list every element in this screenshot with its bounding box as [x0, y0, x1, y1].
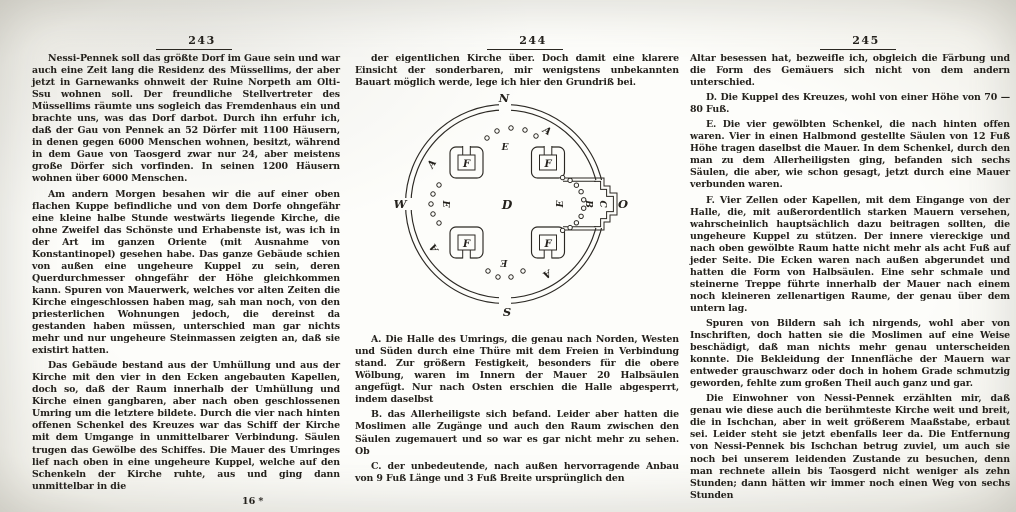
- columns-west: [429, 183, 441, 225]
- compass-west-label: W: [393, 197, 407, 212]
- paragraph: Spuren von Bildern sah ich nirgends, wohl aber von Inschriften, doch hatten sie die Moslimen auf eine Weise beschädigt, daß man nichts mehr genau unterscheiden konnte. Die Bekleidung der Innenfläche der Mauern war entweder grauschwarz oder doch in hohem Grade schmutzig geworden, fehlte zum großen Theil auch ganz und gar.: [690, 317, 1010, 390]
- page-number-header: [355, 34, 679, 50]
- hall-label: A: [540, 267, 553, 281]
- legend-paragraph-c: C. der unbedeutende, nach außen hervorragende Anbau von 9 Fuß Länge und 3 Fuß Breite ursprünglich den: [355, 460, 679, 484]
- hall-label: A: [425, 158, 440, 171]
- compass-south-label: S: [502, 305, 512, 320]
- columns-north: [485, 126, 538, 140]
- paragraph: Nessi-Pennek soll das größte Dorf im Gaue sein und war auch eine Zeit lang die Residenz des Müssellims, der aber jetzt in Garnewanks ohnweit der Ruine Norpeth am Olti-Ssu wohnen soll. Der freundliche Stellvertreter des Müssellims räumte uns sogleich das Fremdenhaus ein und brachte uns, was das Dorf darbot. Durch ihn erfuhr ich, daß der Gau von Pennek an 52 Dörfer mit 1100 Häusern, in denen gegen 6000 Menschen wohnen, besitzt, während in dem Gaue von Taosgerd zwar nur 24, aber meistens große Dörfer sich vorfinden. In seinen 1200 Häusern wohnen über 6000 Menschen.: [32, 53, 340, 185]
- paragraph: Am andern Morgen besahen wir die auf einer oben flachen Kuppe befindliche und von dem Dorfe ohngefähr eine kleine halbe Stunde westwärts liegende Kirche, die ohne Zweifel das Schönste und Erhabenste ist, was ich in der Art im ganzen Oriente (mit Ausnahme von Konstantinopel) gesehen habe. Das ganze Gebäude schien von außen eine ungeheure Kuppel zu sein, deren Querdurchmesser ohngefähr der Höhe gleichkommen kann. Spuren von Mauerwerk, welches vor alten Zeiten die Kirche eingeschlossen haben mag, sah man noch, von den priesterlichen Wohnungen jedoch, die dereinst da gestanden haben müssen, unterschied man gar nichts mehr und nur ungeheure Steinmassen zeigten an, daß sie existirt hatten.: [32, 188, 340, 357]
- chapel-label: F: [544, 159, 552, 171]
- arm-label: E: [500, 257, 508, 268]
- page-number: 245: [820, 34, 895, 50]
- legend-paragraph-b: B. das Allerheiligste sich befand. Leider aber hatten die Moslimen alle Zugänge und auch den Raum zwischen den Säulen zugemauert und so war es gar nicht mehr zu sehen. Ob: [355, 409, 679, 457]
- page-number-header: [32, 34, 340, 50]
- chapel-northeast: [532, 146, 565, 178]
- page-number: 244: [487, 34, 562, 50]
- dome-label: D: [501, 198, 513, 213]
- chapel-label: F: [463, 159, 470, 171]
- page-number: 243: [156, 34, 231, 50]
- legend-paragraph-a: A. Die Halle des Umrings, die genau nach Norden, Westen und Süden durch eine Thüre mit dem Freien in Verbindung stand. Zur größern Festigkeit, besonders für die obere Wölbung, waren im Innern der Mauer 20 Halbsäulen angefügt. Nur nach Osten erschien die Halle abgesperrt, indem daselbst: [355, 334, 679, 406]
- chapel-label: F: [544, 239, 552, 251]
- church-floor-plan-diagram: [355, 92, 679, 332]
- arm-label: E: [501, 143, 509, 154]
- legend-paragraph-f: F. Vier Zellen oder Kapellen, mit dem Eingange von der Halle, die, mit außerordentlich starken Mauern versehen, wahrscheinlich hauptsächlich dazu beitragen sollten, die ungeheure Kuppel zu stützen. Der innere viereckige und nach oben gewölbte Raum hatte nicht mehr als acht Fuß auf jeder Seite. Die Ecken waren nach außen abgerundet und hatten die Form von Halbsäulen. Eine sehr schmale und steinerne Treppe führte innerhalb der Mauer nach einem noch kleineren zellenartigen Raume, der genau über dem untern lag.: [690, 194, 1010, 314]
- legend-paragraph-e: E. Die vier gewölbten Schenkel, die nach hinten offen waren. Vier in einen Halbmond gestellte Säulen von 12 Fuß Höhe tragen daselbst die Mauer. In dem Schenkel, durch den man zu dem Allerheiligsten ging, befanden sich sechs Säulen, die aber, wie schon gesagt, jetzt durch eine Mauer verbunden waren.: [690, 119, 1010, 191]
- legend-paragraph-d: D. Die Kuppel des Kreuzes, wohl von einer Höhe von 70 — 80 Fuß.: [690, 92, 1010, 116]
- chapel-southeast: [532, 227, 565, 259]
- chapel-southwest: [450, 227, 483, 259]
- arm-label: E: [556, 200, 566, 208]
- paragraph: Altar besessen hat, bezweifle ich, obgleich die Färbung und die Form des Gemäuers sich nicht von dem andern unterschied.: [690, 53, 1010, 89]
- columns-south: [486, 269, 525, 279]
- paragraph: der eigentlichen Kirche über. Doch damit eine klarere Einsicht der sonderbaren, mir wenigstens unbekannten Bauart möglich werde, lege ich hier den Grundriß bei.: [355, 53, 679, 89]
- paragraph: Das Gebäude bestand aus der Umhüllung und aus der Kirche mit den vier in den Ecken angebauten Kapellen, doch so, daß der Raum innerhalb der Umhüllung und Kirche einen gangbaren, aber nach oben geschlossenen Umring um die letztere bildete. Durch die vier nach hinten offenen Schenkel des Kreuzes war das Schiff der Kirche mit dem Umgange in unmittelbarer Verbindung. Säulen trugen das Gewölbe des Schiffes. Die Mauer des Umringes lief nach oben in eine ungeheure Kuppel, welche auf den Schenkeln der Kirche ruhte, aus und ging dann unmittelbar in die: [32, 360, 340, 492]
- arm-label: E: [440, 200, 450, 208]
- hall-label: A: [540, 124, 553, 139]
- page-245: [690, 34, 1010, 505]
- chapel-label: F: [463, 239, 470, 251]
- sanctuary-label: B: [583, 200, 593, 208]
- page-243: [32, 34, 340, 511]
- paragraph: Die Einwohner von Nessi-Pennek erzählten mir, daß genau wie diese auch die berühmteste Kirche weit und breit, die in Ischchan, aber in weit größerem Maaßstabe, erbaut sei. Leider steht sie jetzt ebenfalls leer da. Die Entfernung von Nessi-Pennek bis Ischchan betrug zuviel, um auch sie noch bei unserem leidenden Zustande zu besuchen, denn man rechnete allein bis Taosgerd nicht weniger als zehn Stunden; dann hätten wir immer noch einen Weg von sechs Stunden: [690, 393, 1010, 501]
- chapel-northwest: [450, 146, 483, 178]
- compass-north-label: N: [498, 92, 510, 106]
- annex-label: C: [597, 200, 607, 208]
- page-244: [355, 34, 679, 488]
- compass-east-label: O: [618, 197, 628, 212]
- page-number-header: [690, 34, 1010, 50]
- signature-mark: 16 *: [242, 495, 264, 507]
- hall-label: A: [427, 241, 442, 255]
